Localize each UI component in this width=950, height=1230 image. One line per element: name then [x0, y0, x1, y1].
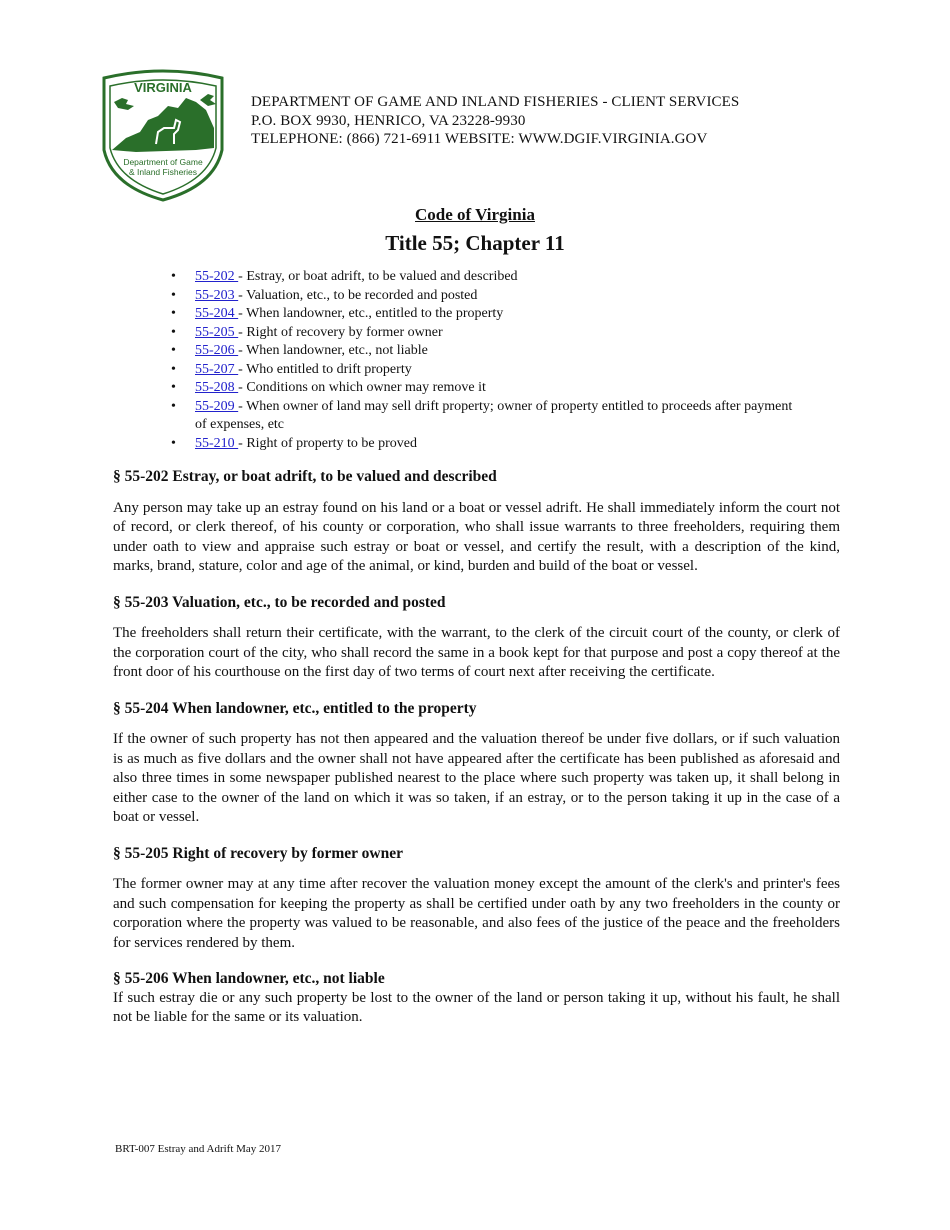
- logo-bottom-line1: Department of Game: [123, 157, 203, 167]
- section-heading-55-204: § 55-204 When landowner, etc., entitled to the property: [113, 699, 477, 717]
- section-body-55-204: If the owner of such property has not then appeared and the valuation thereof be under five dollars, or if such valuation is as much as five dollars and the owner shall not have appeared after the certificate has been published as aforesaid and also three times in some newspaper published nearest to the place where such property was taken up, it shall belong in either case to the owner of the land on which it was so taken, if an estray, or to the person taking it up in the case of a boat or vessel.: [113, 731, 840, 825]
- agency-contact: TELEPHONE: (866) 721-6911 WEBSITE: WWW.DGIF.VIRGINIA.GOV: [251, 131, 708, 147]
- section-link-55-207[interactable]: 55-207: [195, 361, 239, 377]
- section-link-55-209[interactable]: 55-209: [195, 398, 239, 414]
- section-link-55-205[interactable]: 55-205: [195, 324, 239, 340]
- list-item-text: - When landowner, etc., entitled to the property: [238, 306, 504, 321]
- agency-header: [251, 93, 739, 149]
- agency-address: P.O. BOX 9930, HENRICO, VA 23228-9930: [251, 112, 526, 129]
- list-item-text: - When landowner, etc., not liable: [238, 343, 428, 358]
- section-body-55-202: Any person may take up an estray found on his land or a boat or vessel adrift. He shall immediately inform the court not of record, or clerk thereof, of his county or corporation, who shall issue warrants to three freeholders, requiring them under oath to view and appraise such estray or boat or vessel, and certify the result, with a description of the kind, marks, brand, stature, color and age of the animal, or kind, burden and build of the boat or vessel.: [113, 499, 840, 574]
- section-link-55-203[interactable]: 55-203: [195, 287, 239, 303]
- logo-bottom-line2: & Inland Fisheries: [128, 167, 198, 177]
- list-item-text: - Right of property to be proved: [238, 435, 418, 451]
- section-link-55-208[interactable]: 55-208: [195, 380, 239, 395]
- section-heading-55-205: § 55-205 Right of recovery by former owner: [113, 844, 403, 862]
- dgif-logo: [96, 68, 230, 202]
- chapter-title: Title 55; Chapter 11: [385, 231, 565, 255]
- document-footer: BRT-007 Estray and Adrift May 2017: [115, 1143, 282, 1155]
- list-item: [195, 268, 805, 287]
- section-heading-55-203: § 55-203 Valuation, etc., to be recorded and posted: [113, 593, 446, 611]
- section-link-55-210[interactable]: 55-210: [195, 435, 239, 451]
- code-title: Code of Virginia: [415, 205, 535, 224]
- section-link-55-202[interactable]: 55-202: [195, 269, 239, 284]
- section-list: [195, 268, 805, 453]
- section-body-55-205: The former owner may at any time after recover the valuation money except the amount of the clerk's and printer's fees and such compensation for keeping the property as shall be certified under oath by any two freeholders in the county or corporation where the property was valued to be reasonable, and also fees of the justice of the peace and the freeholders for services rendered by them.: [113, 876, 840, 951]
- section-link-55-204[interactable]: 55-204: [195, 306, 239, 321]
- list-item: [195, 342, 805, 361]
- list-item-text: - Who entitled to drift property: [238, 361, 412, 377]
- list-item: [195, 305, 805, 324]
- list-item: [195, 324, 805, 343]
- list-item: [195, 379, 805, 398]
- list-item-text: - When owner of land may sell drift property; owner of property entitled to proceeds after payment of expenses, etc: [195, 398, 793, 432]
- list-item-text: - Estray, or boat adrift, to be valued and described: [238, 269, 518, 284]
- section-heading-55-202: § 55-202 Estray, or boat adrift, to be valued and described: [113, 468, 497, 485]
- list-item-text: - Conditions on which owner may remove it: [238, 380, 486, 395]
- agency-name: DEPARTMENT OF GAME AND INLAND FISHERIES - CLIENT SERVICES: [251, 94, 740, 110]
- list-item: [195, 287, 805, 306]
- logo-top-text: VIRGINIA: [134, 80, 192, 95]
- statute-content: [113, 467, 840, 1044]
- section-heading-55-206: § 55-206 When landowner, etc., not liable: [113, 970, 385, 987]
- list-item: [195, 361, 805, 380]
- list-item: [195, 398, 805, 435]
- section-body-55-203: The freeholders shall return their certificate, with the warrant, to the clerk of the circuit court of the county, or clerk of the corporation court of the city, who shall record the same in a book kept for that purpose and post a copy thereof at the front door of his courthouse on the first day of two terms of court next after receiving the certificate.: [113, 625, 840, 680]
- list-item-text: - Right of recovery by former owner: [238, 324, 443, 340]
- list-item-text: - Valuation, etc., to be recorded and posted: [238, 287, 478, 303]
- list-item: [195, 435, 805, 454]
- section-link-55-206[interactable]: 55-206: [195, 343, 239, 358]
- section-body-55-206: If such estray die or any such property be lost to the owner of the land or person taking it up, without his fault, he shall not be liable for the same or its valuation.: [113, 989, 840, 1025]
